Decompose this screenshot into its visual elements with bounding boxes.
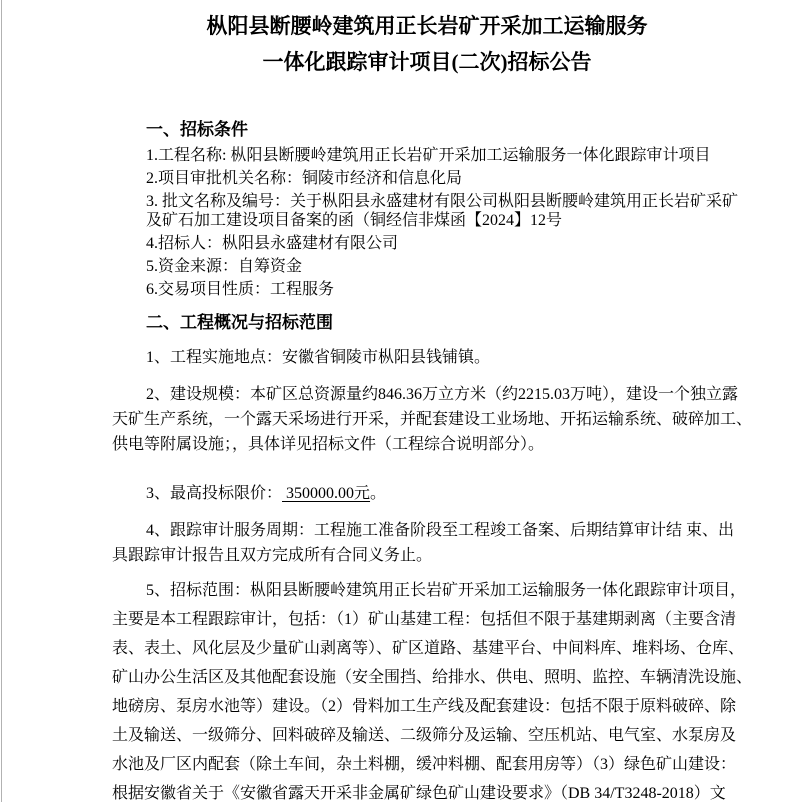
s2-item-bidding-scope-line-4: 矿山办公生活区及其他配套设施（安全围挡、给排水、供电、照明、监控、车辆清洗设施、 bbox=[112, 669, 753, 686]
section-2-heading: 二、工程概况与招标范围 bbox=[146, 313, 333, 332]
s2-item-construction-scale-line-2: 天矿生产系统，一个露天采场进行开采，并配套建设工业场地、开拓运输系统、破碎加工、 bbox=[112, 411, 753, 428]
s2-item-bidding-scope-line-5: 地磅房、泵房水池等）建设。（2）骨料加工生产线及配套建设：包括不限于原料破碎、除 bbox=[112, 698, 737, 715]
s1-item-approval-document-line-2: 及矿石加工建设项目备案的函（铜经信非煤函【2024】12号 bbox=[146, 212, 563, 229]
s2-item-construction-scale-line-1: 2、建设规模：本矿区总资源量约846.36万立方米（约2215.03万吨），建设一个独立露 bbox=[146, 386, 739, 403]
s2-item-audit-service-period-line-2: 具跟踪审计报告且双方完成所有合同义务止。 bbox=[112, 547, 433, 564]
s2-item-location-line-1: 1、工程实施地点：安徽省铜陵市枞阳县钱铺镇。 bbox=[146, 349, 491, 366]
s2-item-bidding-scope-line-8: 根据安徽省关于《安徽省露天开采非金属矿绿色矿山建设要求》（DB 34/T3248-2018）文 bbox=[112, 785, 726, 802]
max-bid-price-period: 。 bbox=[370, 485, 387, 502]
max-bid-price-value: 350000.00元 bbox=[282, 485, 371, 502]
document-title-line-2: 一体化跟踪审计项目(二次)招标公告 bbox=[262, 50, 592, 74]
s2-item-max-bid-price-line-1 bbox=[146, 481, 742, 506]
s1-item-approval-document-line-1: 3. 批文名称及编号：关于枞阳县永盛建材有限公司枞阳县断腰岭建筑用正长岩矿采矿 bbox=[146, 193, 739, 210]
s2-item-bidding-scope-line-3: 表、表土、风化层及少量矿山剥离等）、矿区道路、基建平台、中间料库、堆料场、仓库、 bbox=[112, 640, 745, 657]
section-1-items bbox=[146, 146, 742, 299]
max-bid-price-label: 3、最高投标限价： bbox=[146, 485, 283, 502]
s1-item-approval-document bbox=[146, 192, 742, 230]
s2-item-bidding-scope bbox=[112, 576, 753, 802]
s2-item-construction-scale bbox=[112, 382, 753, 457]
document-title bbox=[112, 8, 742, 80]
s2-item-location bbox=[112, 345, 742, 370]
s1-item-funding-source: 5.资金来源：自筹资金 bbox=[146, 258, 303, 275]
s1-item-project-name: 1.工程名称: 枞阳县断腰岭建筑用正长岩矿开采加工运输服务一体化跟踪审计项目 bbox=[146, 147, 711, 164]
section-1-heading: 一、招标条件 bbox=[146, 120, 248, 139]
s2-item-bidding-scope-line-2: 主要是本工程跟踪审计，包括：（1）矿山基建工程：包括但不限于基建期剥离（主要含清 bbox=[112, 611, 737, 628]
s2-item-audit-service-period-line-1: 4、跟踪审计服务周期：工程施工准备阶段至工程竣工备案、后期结算审计结 束、出 bbox=[146, 522, 735, 539]
s2-item-bidding-scope-line-1: 5、招标范围：枞阳县断腰岭建筑用正长岩矿开采加工运输服务一体化跟踪审计项目， bbox=[146, 582, 747, 599]
s2-item-construction-scale-line-3: 供电等附属设施；，具体详见招标文件（工程综合说明部分）。 bbox=[112, 436, 545, 453]
s2-item-bidding-scope-line-6: 土及输送、一级筛分、回料破碎及输送、二级筛分及运输、空压机站、电气室、水泵房及 bbox=[112, 727, 737, 744]
s2-item-max-bid-price bbox=[112, 481, 742, 506]
s1-item-project-nature: 6.交易项目性质：工程服务 bbox=[146, 281, 335, 298]
section-bidding-conditions bbox=[146, 120, 742, 299]
s1-item-approval-authority: 2.项目审批机关名称：铜陵市经济和信息化局 bbox=[146, 170, 463, 187]
document-title-line-1: 枞阳县断腰岭建筑用正长岩矿开采加工运输服务 bbox=[206, 14, 648, 38]
s2-item-bidding-scope-line-7: 水池及厂区内配套（除土车间，杂土料棚，缓冲料棚、配套用房等）（3）绿色矿山建设： bbox=[112, 756, 737, 773]
section-project-overview bbox=[112, 313, 753, 802]
s2-item-audit-service-period bbox=[112, 518, 742, 568]
s1-item-tenderee: 4.招标人：枞阳县永盛建材有限公司 bbox=[146, 235, 399, 252]
